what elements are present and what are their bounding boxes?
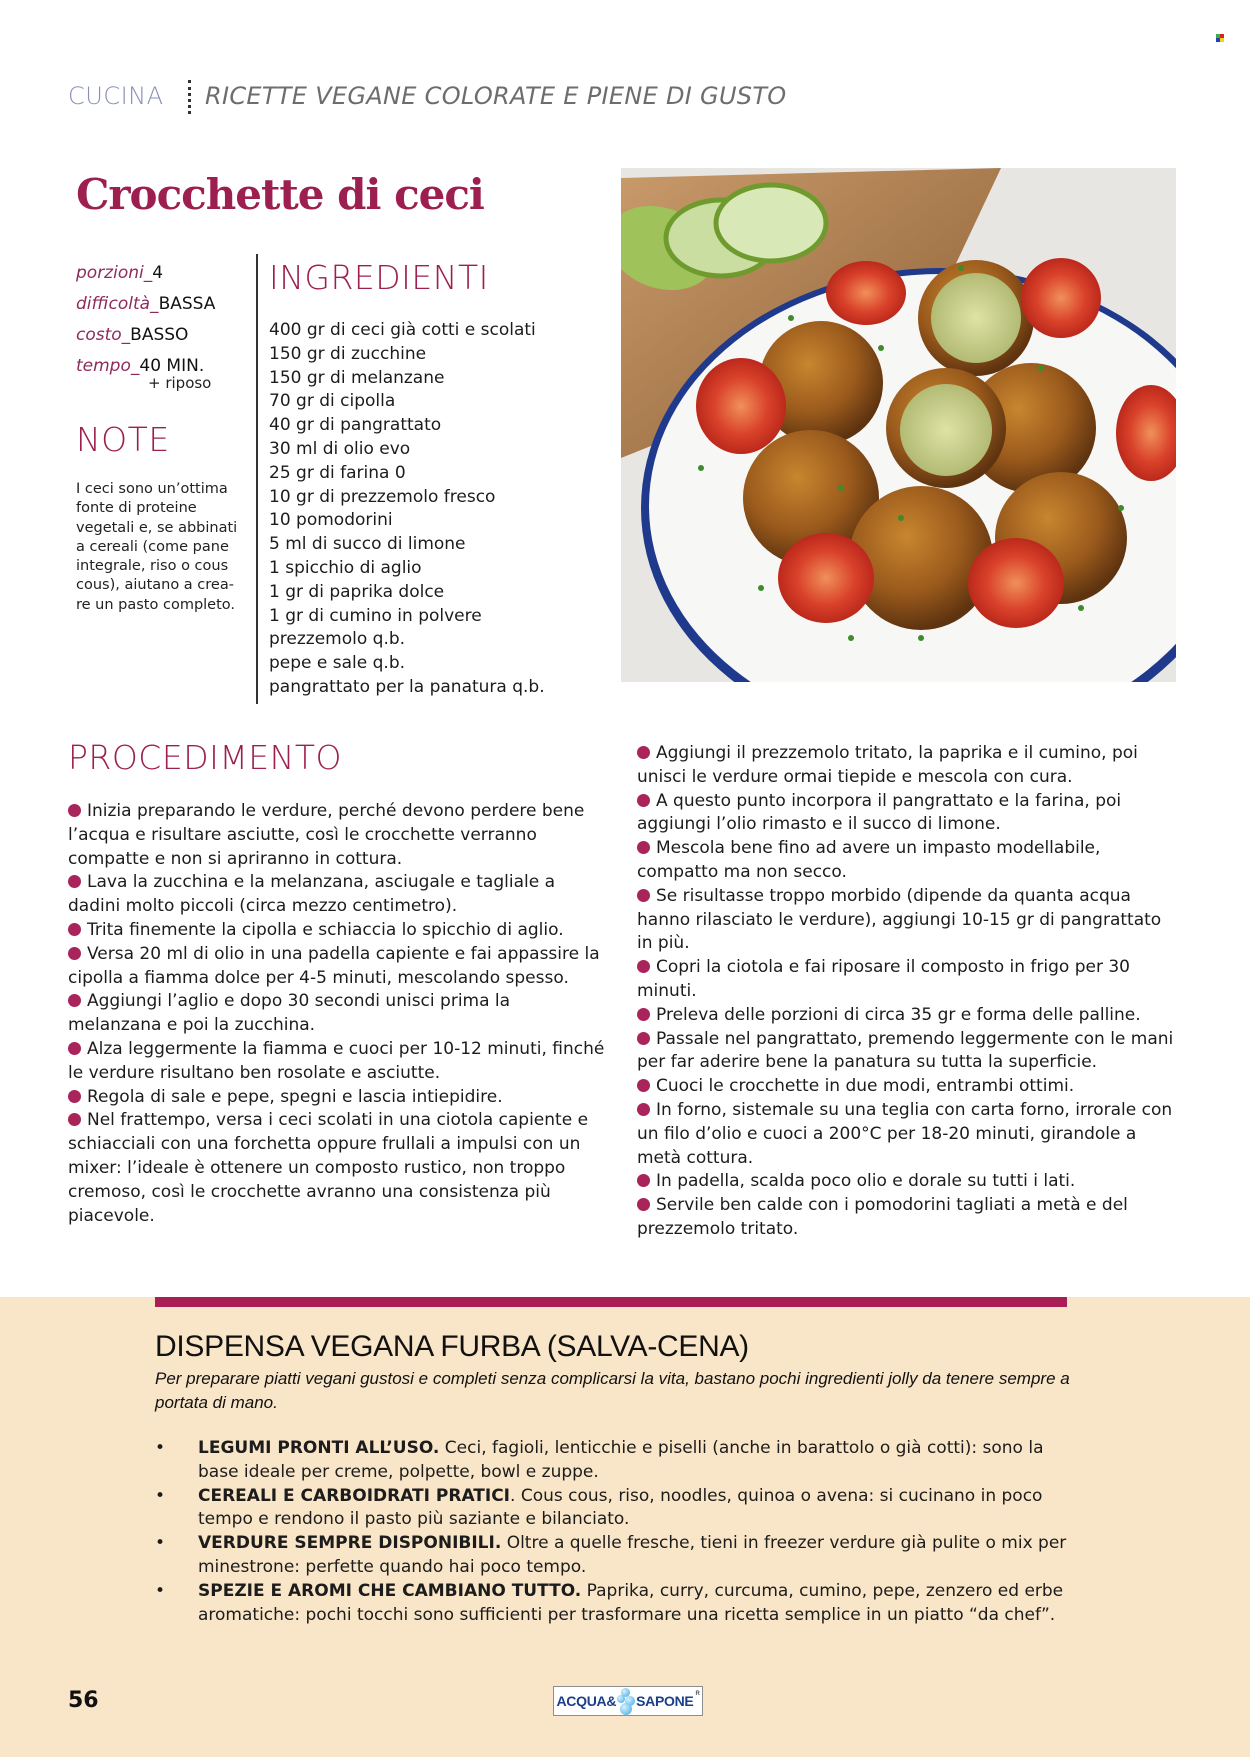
section-subtitle: RICETTE VEGANE COLORATE E PIENE DI GUSTO (205, 82, 787, 110)
note-line: cous), aiutano a crea- (76, 577, 234, 594)
bullet-dot-icon (637, 1174, 650, 1187)
procedure-step (68, 943, 608, 991)
dispensa-item-label: CEREALI E CARBOIDRATI PRATICI (198, 1485, 511, 1506)
procedure-step (68, 990, 608, 1038)
note-line: a cereali (come pane (76, 538, 229, 555)
step-text: Cuoci le crocchette in due modi, entrambi ottimi. (656, 1076, 1075, 1097)
dispensa-item (155, 1485, 1075, 1533)
step-text: Servile ben calde con i pomodorini tagliati a metà e del prezzemolo tritato. (637, 1195, 1128, 1239)
ingredient-item: pepe e sale q.b. (269, 653, 406, 674)
bullet-dot-icon (68, 875, 81, 888)
bullet-dot-icon (68, 923, 81, 936)
procedure-step (637, 837, 1177, 885)
procedure-step (68, 1038, 608, 1086)
ingredients-list (269, 319, 545, 700)
meta-cost (76, 320, 215, 351)
procedure-step (637, 885, 1177, 956)
step-text: Nel frattempo, versa i ceci scolati in una ciotola capiente e schiacciali con una forchetta oppure frullali a impulsi con un mixer: l’ideale è ottenere un composto rustico, non troppo cremoso, così le crocchette avranno una consistenza più piacevole. (68, 1110, 589, 1226)
bullet-dot-icon (637, 841, 650, 854)
section-label: CUCINA (68, 82, 164, 110)
header-dotted-separator (188, 80, 191, 114)
logo-text-right: SAPONE (636, 1693, 694, 1709)
procedure-step (637, 790, 1177, 838)
procedure-step (68, 800, 608, 871)
bullet-dot-icon (68, 1042, 81, 1055)
bullet-dot-icon (68, 804, 81, 817)
ingredient-item: 1 gr di cumino in polvere (269, 605, 482, 626)
dispensa-item-text: Ceci, fagioli, lenticchie e piselli (anche in barattolo o già cotti): sono la base ideale per creme, polpette, bowl e zuppe. (198, 1438, 1044, 1482)
bullet-dot-icon (637, 1103, 650, 1116)
recipe-title: Crocchette di ceci (76, 170, 484, 219)
registered-mark: R (695, 1691, 700, 1697)
page-number: 56 (68, 1688, 99, 1713)
ingredient-item: 10 pomodorini (269, 510, 393, 531)
procedure-step (637, 956, 1177, 1004)
bullet-dot-icon (68, 994, 81, 1007)
ingredient-item: pangrattato per la panatura q.b. (269, 676, 545, 697)
bubbles-icon (617, 1687, 635, 1715)
step-text: Versa 20 ml di olio in una padella capiente e fai appassire la cipolla a fiamma dolce per 4-5 minuti, mescolando spesso. (68, 943, 600, 988)
procedure-step (637, 1099, 1177, 1170)
dispensa-list (155, 1437, 1075, 1627)
bullet-dot-icon (637, 1008, 650, 1021)
bullet-dot-icon (637, 794, 650, 807)
dispensa-item (155, 1532, 1075, 1580)
step-text: Regola di sale e pepe, spegni e lascia intiepidire. (87, 1086, 503, 1107)
step-text: Copri la ciotola e fai riposare il composto in frigo per 30 minuti. (637, 957, 1130, 1001)
bullet-dot-icon (68, 947, 81, 960)
corner-color-mark (1216, 34, 1224, 42)
ingredient-item: 10 gr di prezzemolo fresco (269, 486, 496, 507)
step-text: Aggiungi l’aglio e dopo 30 secondi unisci prima la melanzana e poi la zucchina. (68, 991, 511, 1036)
ingredient-item: 400 gr di ceci già cotti e scolati (269, 320, 536, 340)
bullet-dot-icon (637, 1198, 650, 1211)
meta-difficulty (76, 289, 215, 320)
note-title: NOTE (76, 420, 170, 459)
procedure-step (637, 1075, 1177, 1099)
procedure-step (637, 1004, 1177, 1028)
bullet-dot-icon (68, 1090, 81, 1103)
recipe-photo (621, 168, 1176, 682)
procedure-title: PROCEDIMENTO (68, 738, 342, 777)
step-text: Inizia preparando le verdure, perché devono perdere bene l’acqua e risultare asciutte, così le crocchette verranno compatte e non si apriranno in cottura. (68, 801, 585, 869)
note-line: vegetali e, se abbinati (76, 519, 238, 536)
meta-key: porzioni_ (76, 263, 153, 283)
step-text: Aggiungi il prezzemolo tritato, la paprika e il cumino, poi unisci le verdure ormai tiepide e mescola con cura. (637, 743, 1138, 787)
ingredient-item: 40 gr di pangrattato (269, 415, 442, 436)
meta-key: costo_ (76, 325, 131, 345)
procedure-step (637, 742, 1177, 790)
meta-value: 40 MIN. (139, 356, 205, 376)
meta-key: difficoltà_ (76, 294, 159, 314)
note-line: integrale, riso o cous (76, 558, 229, 575)
ingredient-item: 1 spicchio di aglio (269, 557, 422, 578)
ingredient-item: 1 gr di paprika dolce (269, 581, 445, 602)
note-text (76, 480, 251, 615)
step-text: In forno, sistemale su una teglia con carta forno, irrorale con un filo d’olio e cuoci a 200°C per 18-20 minuti, girandole a metà cottura. (637, 1099, 1173, 1168)
recipe-meta (76, 258, 215, 382)
step-text: Mescola bene fino ad avere un impasto modellabile, compatto ma non secco. (637, 838, 1101, 882)
step-text: Alza leggermente la fiamma e cuoci per 10-12 minuti, finché le verdure risultano ben rosolate e asciutte. (68, 1038, 605, 1083)
ingredients-title: INGREDIENTI (269, 258, 489, 297)
dispensa-accent-bar (155, 1297, 1067, 1307)
procedure-step (68, 1109, 608, 1228)
dispensa-subtitle: Per preparare piatti vegani gustosi e completi senza complicarsi la vita, bastano pochi ingredienti jolly da tenere sempre a portata di mano. (155, 1369, 1070, 1412)
dispensa-item-label: VERDURE SEMPRE DISPONIBILI. (198, 1533, 502, 1554)
procedure-step (68, 919, 608, 943)
step-text: Preleva delle porzioni di circa 35 gr e forma delle palline. (656, 1004, 1141, 1025)
ingredient-item: 30 ml di olio evo (269, 438, 411, 459)
dispensa-item-label: LEGUMI PRONTI ALL’USO. (198, 1438, 440, 1458)
logo-text-left: ACQUA& (556, 1693, 617, 1709)
step-text: Lava la zucchina e la melanzana, asciugale e tagliale a dadini molto piccoli (circa mezzo centimetro). (68, 872, 555, 917)
procedure-step (68, 1086, 608, 1110)
meta-time-extra: + riposo (148, 374, 212, 392)
bullet-dot-icon (637, 1079, 650, 1092)
bullet-dot-icon (637, 1032, 650, 1045)
dispensa-item-label: SPEZIE E AROMI CHE CAMBIANO TUTTO. (198, 1580, 582, 1601)
dispensa-item-text: Paprika, curry, curcuma, cumino, pepe, zenzero ed erbe aromatiche: pochi tocchi sono sufficienti per trasformare una ricetta semplice in un piatto “da chef”. (198, 1580, 1064, 1625)
bullet-dot-icon (637, 746, 650, 759)
step-text: Passale nel pangrattato, premendo leggermente con le mani per far aderire bene la panatura su tutta la superficie. (637, 1028, 1174, 1073)
bullet-dot-icon (637, 960, 650, 973)
procedure-left-column (68, 800, 608, 1228)
procedure-step (637, 1028, 1177, 1076)
ingredient-item: prezzemolo q.b. (269, 629, 406, 650)
ingredient-item: 5 ml di succo di limone (269, 534, 466, 555)
bullet-dot-icon (68, 1113, 81, 1126)
column-divider (256, 254, 258, 704)
ingredient-item: 70 gr di cipolla (269, 391, 396, 412)
color-square-yellow (1220, 38, 1224, 42)
ingredient-item: 25 gr di farina 0 (269, 462, 406, 483)
brand-logo (553, 1686, 703, 1716)
dispensa-item-text: . Cous cous, riso, noodles, quinoa o avena: si cucinano in poco tempo e rendono il pasto più saziante e bilanciato. (198, 1485, 1043, 1530)
step-text: Se risultasse troppo morbido (dipende da quanta acqua hanno rilasciato le verdure), aggiungi 10-15 gr di pangrattato in più. (637, 885, 1162, 954)
step-text: Trita finemente la cipolla e schiaccia lo spicchio di aglio. (87, 919, 564, 940)
meta-key: tempo_ (76, 356, 140, 376)
step-text: In padella, scalda poco olio e dorale su tutti i lati. (656, 1171, 1076, 1192)
dispensa-item-text: Oltre a quelle fresche, tieni in freezer verdure già pulite o mix per minestrone: perfette quando hai poco tempo. (198, 1533, 1067, 1577)
procedure-right-column (637, 742, 1177, 1242)
ingredient-item: 150 gr di melanzane (269, 367, 445, 388)
ingredient-item: 150 gr di zucchine (269, 343, 427, 364)
step-text: A questo punto incorpora il pangrattato e la farina, poi aggiungi l’olio rimasto e il succo di limone. (637, 790, 1122, 835)
procedure-step (68, 871, 608, 919)
meta-servings (76, 258, 215, 289)
meta-value: BASSO (130, 325, 189, 345)
meta-value: 4 (152, 263, 164, 283)
bullet-dot-icon (637, 889, 650, 902)
note-line: I ceci sono un’ottima (76, 481, 228, 497)
procedure-step (637, 1194, 1177, 1242)
dispensa-item (155, 1580, 1075, 1628)
procedure-step (637, 1170, 1177, 1194)
dispensa-title: DISPENSA VEGANA FURBA (SALVA-CENA) (155, 1330, 749, 1363)
meta-value: BASSA (158, 294, 216, 314)
note-line: re un pasto completo. (76, 596, 236, 613)
note-line: fonte di proteine (76, 500, 197, 517)
dispensa-item (155, 1437, 1075, 1485)
